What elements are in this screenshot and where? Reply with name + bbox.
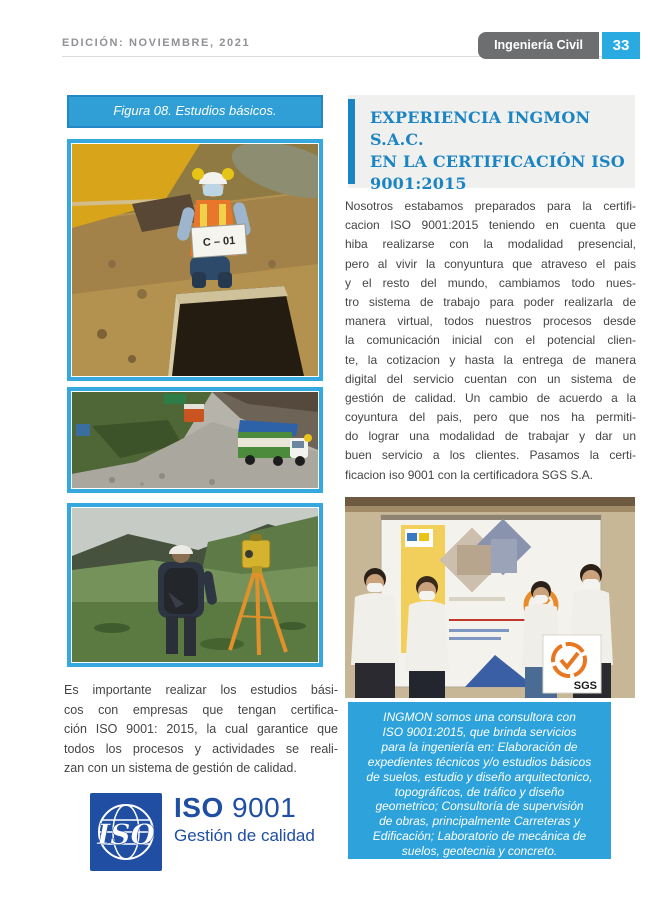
sample-sign-label: C – 01 (202, 234, 236, 250)
iso-name-bold: ISO (174, 792, 224, 823)
paragraph-line: do lograr una modalidad de trabajar y dar un (345, 429, 636, 444)
paragraph-line: gestión de calidad. Un cambio de acuerdo a la (345, 390, 636, 405)
paragraph-line: ficacion iso 9001 con la certificadora SGS S.A. (345, 467, 594, 482)
photo-mountain-road (67, 387, 323, 493)
figure-caption: Figura 08. Estudios básicos. (67, 95, 323, 128)
article-body (345, 197, 636, 485)
header-badge-group (478, 32, 640, 59)
paragraph-line: coyuntura del pais, pero que nos ha permiti- (345, 410, 636, 425)
caption-line: suelos, geotecnia y concreto. (401, 844, 558, 859)
photo-caption-box (348, 702, 611, 859)
edition-label: EDICIÓN: NOVIEMBRE, 2021 (62, 37, 251, 49)
paragraph-line: Es importante realizar los estudios bási- (64, 683, 338, 697)
iso-name (174, 793, 315, 823)
paragraph-line: digital del servicio cuentan con un sistema de (345, 371, 636, 386)
iso-text-block (174, 793, 315, 846)
page-number: 33 (602, 32, 640, 59)
paragraph-line: pero al vivir la conyuntura que atraveso el pais (345, 256, 636, 271)
title-accent-bar (348, 99, 355, 184)
caption-line: de obras, principalmente Carreteras y (379, 814, 580, 829)
article-title-box (348, 95, 635, 193)
paragraph-line: te, la cotizacion y hasta la entrega de manera (345, 352, 636, 367)
photo-test-pit-image (72, 144, 318, 376)
iso-square-label: ISO (97, 818, 155, 851)
truck-small-orange (184, 404, 204, 422)
photo-test-pit (67, 139, 323, 381)
photo-surveyor-image (72, 508, 318, 662)
paragraph-line: todos los procesos y actividades se reali- (64, 741, 338, 756)
road-sign-green (164, 394, 186, 404)
caption-line: geometrico; Consultoría de supervisión (375, 799, 584, 814)
paragraph-line: ción ISO 9001: 2015, la cual garantice que (64, 722, 338, 737)
backpack (164, 568, 198, 614)
paragraph-line: Nosotros estabamos preparados para la certifi- (345, 199, 636, 213)
paragraph-line: zan con un sistema de gestión de calidad. (64, 761, 297, 776)
photo-surveyor (67, 503, 323, 667)
caption-line: para la ingeniería en: Elaboración de (381, 739, 578, 754)
sample-sign (191, 224, 247, 258)
caption-line: Edificación; Laboratorio de mecánica de (372, 829, 587, 844)
paragraph-line: tro sistema de trabajo para poder realizarla de (345, 294, 636, 309)
caption-line: ISO 9001:2015, que brinda servicios (382, 724, 577, 739)
iso-9001-logo (90, 793, 315, 871)
title-line: EN LA CERTIFICACIÓN ISO (370, 152, 625, 171)
paragraph-line: cacion ISO 9001:2015 teniendo en cuenta que (345, 218, 636, 233)
caption-line: expedientes técnicos y/o estudios básicos (367, 754, 592, 769)
photo-certification-ceremony (345, 497, 635, 698)
paragraph-line: cos con empresas que tengan certifica- (64, 702, 338, 717)
paragraph-line: buen servicio a los clientes. Pasamos la certi- (345, 448, 636, 463)
iso-globe-icon (90, 793, 162, 871)
title-line: EXPERIENCIA INGMON S.A.C. (370, 108, 591, 149)
section-badge: Ingeniería Civil (478, 32, 599, 59)
sgs-badge (543, 635, 601, 693)
paragraph-line: y el resto del mundo, cambiamos todo nues- (345, 275, 636, 290)
caption-line: INGMON somos una consultora con (383, 710, 576, 724)
photo-mountain-road-image (72, 392, 318, 488)
iso-tagline: Gestión de calidad (174, 826, 315, 845)
sgs-badge-label: SGS (573, 680, 597, 692)
paragraph-line: hiba realizarse con la modalidad presencial, (345, 237, 636, 252)
paragraph-line: la comunicación inicial con el potencial clien- (345, 333, 636, 348)
caption-line: de suelos, estudio y diseño arquitectonico, (366, 769, 593, 784)
photo-certification-image (345, 497, 635, 698)
ear-muff-right (222, 168, 234, 180)
article-title (370, 107, 635, 195)
white-shirt (405, 601, 449, 673)
face-mask (203, 184, 223, 196)
title-line: 9001:2015 (370, 174, 467, 193)
ear-muff-left (192, 168, 204, 180)
iso-name-number: 9001 (232, 792, 297, 823)
left-paragraph (64, 681, 338, 779)
paragraph-line: manera virtual, todos nuestros procesos desde (345, 314, 636, 329)
ceiling-line (345, 497, 635, 506)
caption-line: topográficos, de tráfico y diseño (394, 784, 565, 799)
white-shirt (351, 593, 399, 665)
roadside-sign-blue (76, 424, 90, 436)
